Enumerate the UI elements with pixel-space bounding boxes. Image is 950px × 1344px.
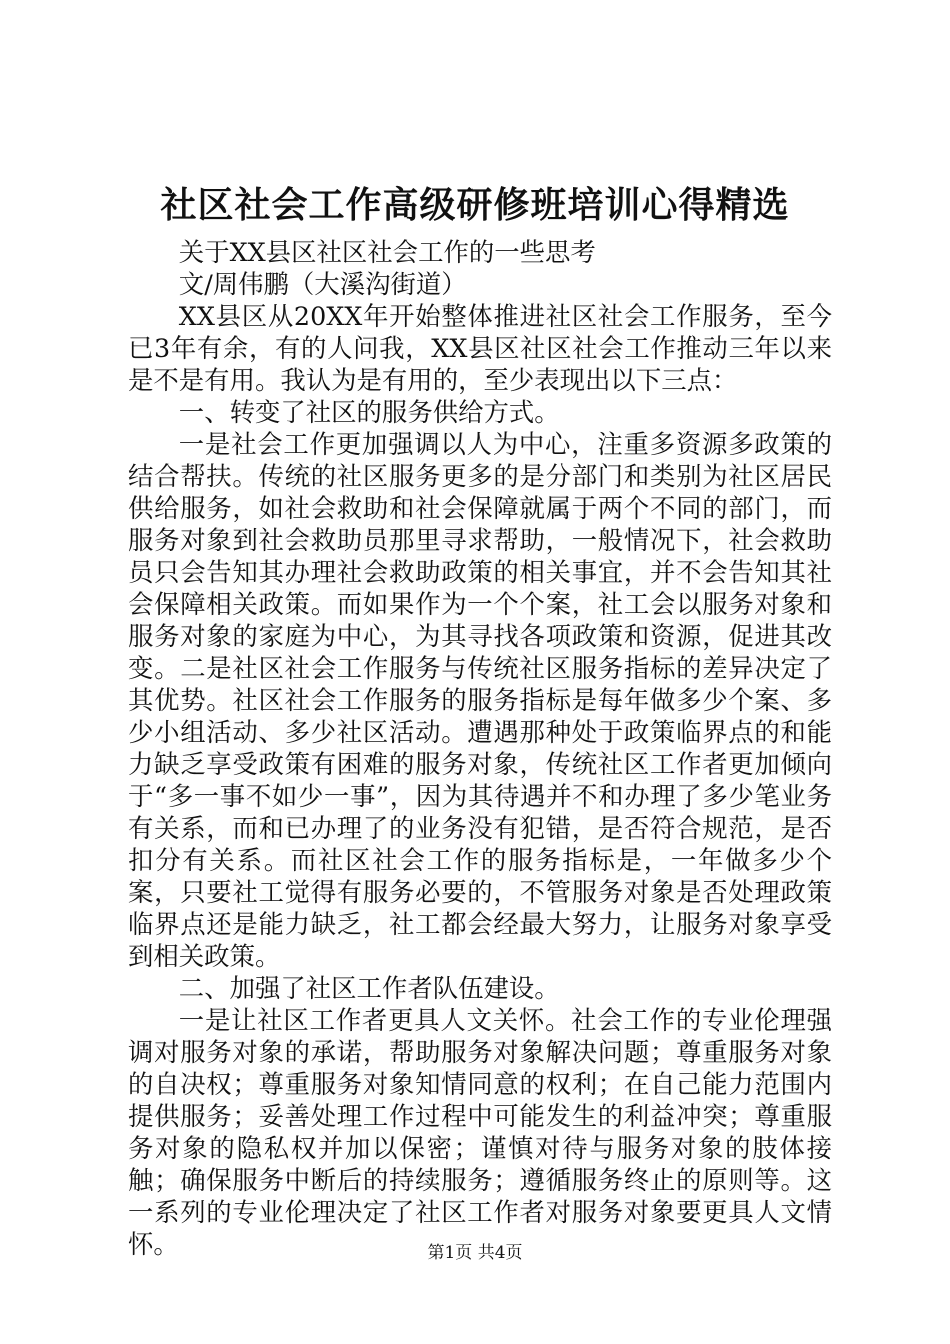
body-paragraph: 一是让社区工作者更具人文关怀。社会工作的专业伦理强调对服务对象的承诺，帮助服务对象解决问题；尊重服务对象的自决权；尊重服务对象知情同意的权利；在自己能力范围内提供服务；妥善处理工作过程中可能发生的利益冲突；尊重服务对象的隐私权并加以保密；谨慎对待与服务对象的肢体接触；确保服务中断后的持续服务；遵循服务终止的原则等。这一系列的专业伦理决定了社区工作者对服务对象要更具人文情怀。	[128, 1005, 832, 1259]
intro-paragraph: XX县区从20XX年开始整体推进社区社会工作服务，至今已3年有余，有的人问我，XX县区社区社会工作推动三年以来是不是有用。我认为是有用的，至少表现出以下三点：	[128, 301, 832, 395]
document-title: 社区社会工作高级研修班培训心得精选	[160, 184, 790, 226]
body-paragraph: 一是社会工作更加强调以人为中心，注重多资源多政策的结合帮扶。传统的社区服务更多的是分部门和类别为社区居民供给服务，如社会救助和社会保障就属于两个不同的部门，而服务对象到社会救助员那里寻求帮助，一般情况下，社会救助员只会告知其办理社会救助政策的相关事宜，并不会告知其社会保障相关政策。而如果作为一个个案，社工会以服务对象和服务对象的家庭为中心，为其寻找各项政策和资源，促进其改变。二是社区社会工作服务与传统社区服务指标的差异决定了其优势。社区社会工作服务的服务指标是每年做多少个案、多少小组活动、多少社区活动。遭遇那种处于政策临界点的和能力缺乏享受政策有困难的服务对象，传统社区工作者更加倾向于“多一事不如少一事”，因为其待遇并不和办理了多少笔业务有关系，而和已办理了的业务没有犯错，是否符合规范，是否扣分有关系。而社区社会工作的服务指标是，一年做多少个案，只要社工觉得有服务必要的，不管服务对象是否处理政策临界点还是能力缺乏，社工都会经最大努力，让服务对象享受到相关政策。	[128, 429, 832, 971]
document-body	[128, 236, 832, 1260]
page-footer: 第1页 共4页	[427, 1243, 523, 1263]
subtitle-paragraph: 关于XX县区社区社会工作的一些思考	[178, 237, 596, 267]
section-heading-1: 一、转变了社区的服务供给方式。	[178, 397, 560, 427]
author-paragraph: 文/周伟鹏（大溪沟街道）	[178, 269, 467, 299]
section-heading-2: 二、加强了社区工作者队伍建设。	[178, 973, 560, 1003]
